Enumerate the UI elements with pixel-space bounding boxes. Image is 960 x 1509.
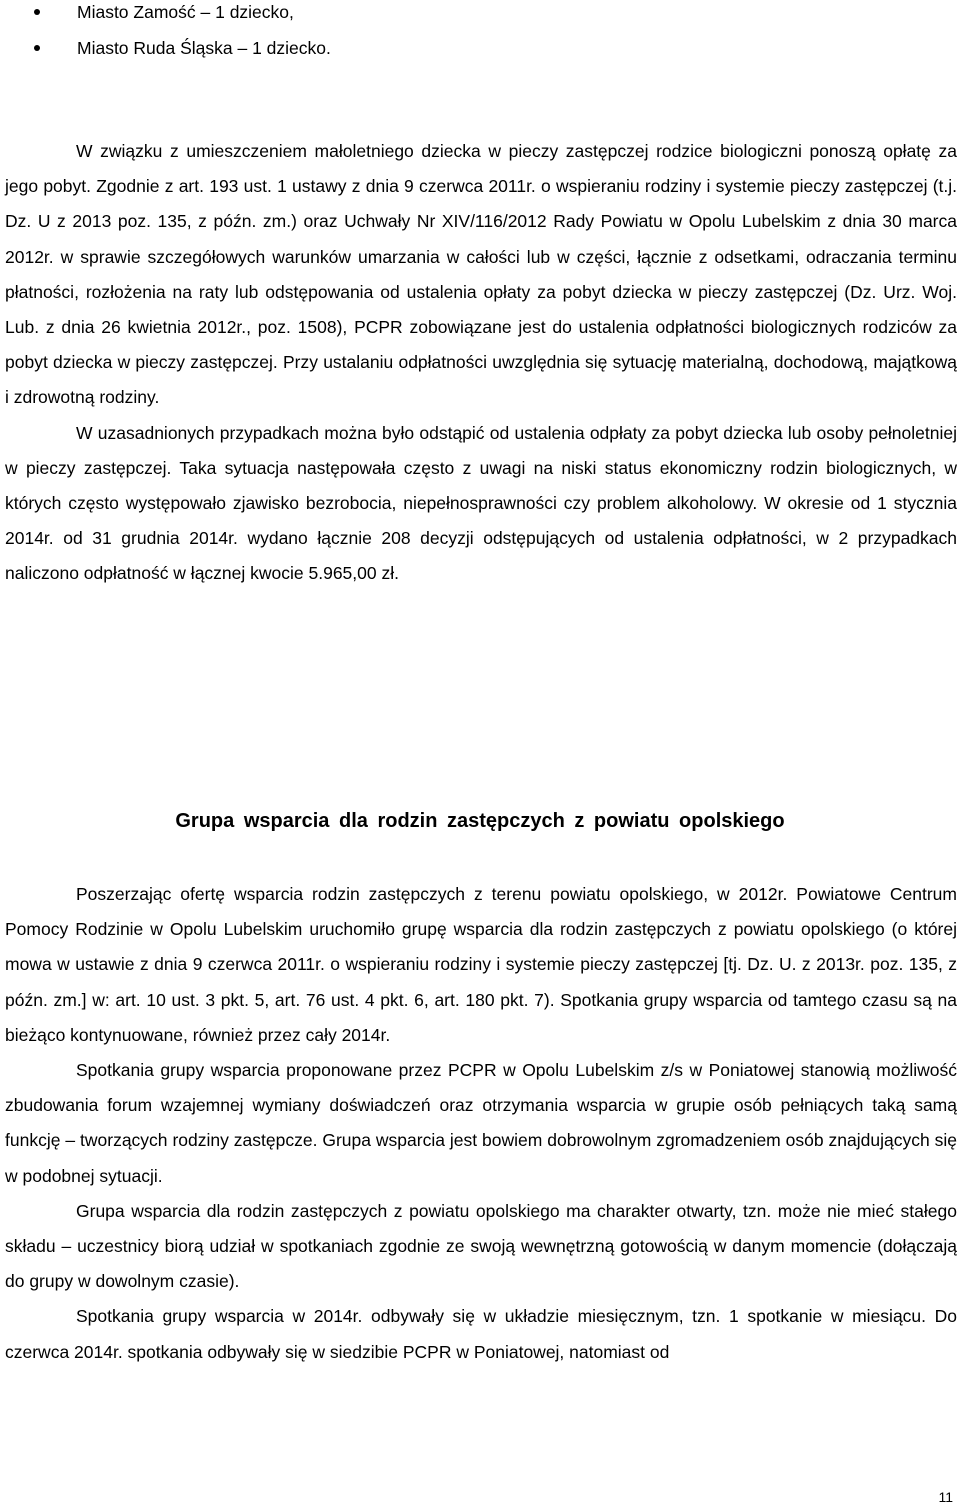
paragraph: Spotkania grupy wsparcia proponowane przez PCPR w Opolu Lubelskim z/s w Poniatowej stanowią możliwość zbudowania forum wzajemnej wymiany doświadczeń oraz otrzymania wsparcia w grupie osób pełniących taką samą funkcję – tworzących rodziny zastępcze. Grupa wsparcia jest bowiem dobrowolnym zgromadzeniem osób znajdujących się w podobnej sytuacji. [5,1060,957,1186]
bullet-list [0,0,331,72]
paragraph: Spotkania grupy wsparcia w 2014r. odbywały się w układzie miesięcznym, tzn. 1 spotkanie w miesiącu. Do czerwca 2014r. spotkania odbywały się w siedzibie PCPR w Poniatowej, natomiast od [5,1306,957,1362]
bullet-item [0,36,331,72]
paragraph: W związku z umieszczeniem małoletniego dziecka w pieczy zastępczej rodzice biologiczni ponoszą opłatę za jego pobyt. Zgodnie z art. 193 ust. 1 ustawy z dnia 9 czerwca 2011r. o wspieraniu rodziny i systemie pieczy zastępczej (t.j. Dz. U z 2013 poz. 135, z późn. zm.) oraz Uchwały Nr XIV/116/2012 Rady Powiatu w Opolu Lubelskim z dnia 30 marca 2012r. w sprawie szczegółowych warunków umarzania w całości lub w części, łącznie z odsetkami, odraczania terminu płatności, rozłożenia na raty lub odstępowania od ustalenia opłaty za pobyt dziecka w pieczy zastępczej (Dz. Urz. Woj. Lub. z dnia 26 kwietnia 2012r., poz. 1508), PCPR zobowiązane jest do ustalenia odpłatności biologicznych rodziców za pobyt dziecka w pieczy zastępczej. Przy ustalaniu odpłatności uwzględnia się sytuację materialną, dochodową, majątkową i zdrowotną rodziny. [5,141,957,408]
bullet-text: Miasto Zamość – 1 dziecko, [77,2,294,22]
paragraph: W uzasadnionych przypadkach można było odstąpić od ustalenia odpłaty za pobyt dziecka lub osoby pełnoletniej w pieczy zastępczej. Taka sytuacja następowała często z uwagi na niski status ekonomiczny rodzin biologicznych, w których często występowało zjawisko bezrobocia, niepełnosprawności czy problem alkoholowy. W okresie od 1 stycznia 2014r. od 31 grudnia 2014r. wydano łącznie 208 decyzji odstępujących od ustalenia odpłatności, w 2 przypadkach naliczono odpłatność w łącznej kwocie 5.965,00 zł. [5,422,957,584]
section-payment-body [5,134,957,592]
paragraph: Grupa wsparcia dla rodzin zastępczych z powiatu opolskiego ma charakter otwarty, tzn. może nie mieć stałego składu – uczestnicy biorą udział w spotkaniach zgodnie ze swoją wewnętrzną gotowością w danym momencie (dołączają do grupy w dowolnym czasie). [5,1200,957,1292]
paragraph: Poszerzając ofertę wsparcia rodzin zastępczych z terenu powiatu opolskiego, w 2012r. Powiatowe Centrum Pomocy Rodzinie w Opolu Lubelskim uruchomiło grupę wsparcia dla rodzin zastępczych z powiatu opolskiego (o której mowa w ustawie z dnia 9 czerwca 2011r. o wspieraniu rodziny i systemie pieczy zastępczej [tj. Dz. U. z 2013r. poz. 135, z późn. zm.] w: art. 10 ust. 3 pkt. 5, art. 76 ust. 4 pkt. 6, art. 180 pkt. 7). Spotkania grupy wsparcia od tamtego czasu są na bieżąco kontynuowane, również przez cały 2014r. [5,884,957,1045]
section-support-group-body [5,877,957,1370]
section-heading: Grupa wsparcia dla rodzin zastępczych z powiatu opolskiego [175,810,785,832]
bullet-dot-icon [34,45,40,51]
page-number: 11 [938,1489,953,1505]
bullet-item [0,0,331,36]
bullet-text: Miasto Ruda Śląska – 1 dziecko. [77,38,331,58]
bullet-dot-icon [34,9,40,15]
